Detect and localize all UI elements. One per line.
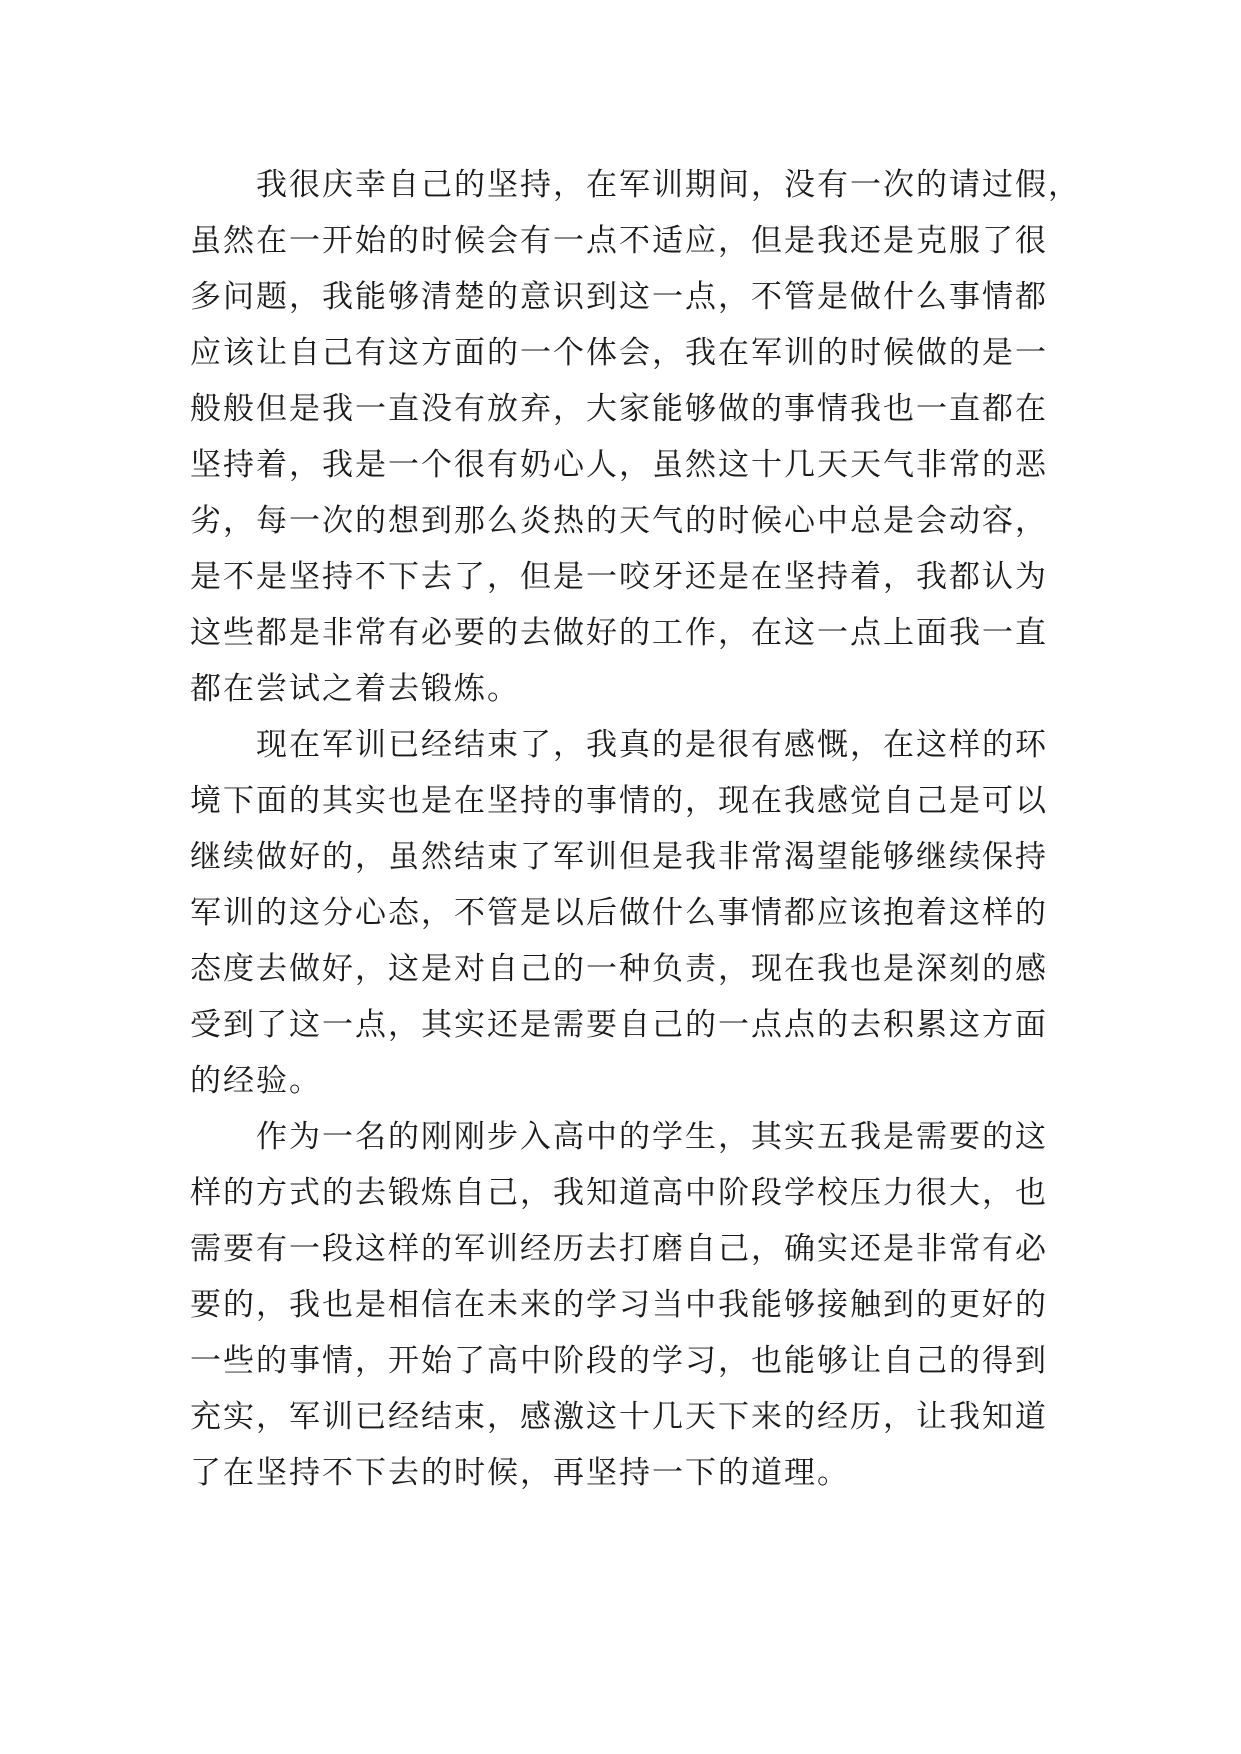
text-line: 这些都是非常有必要的去做好的工作，在这一点上面我一直 — [190, 615, 1048, 651]
text-line: 继续做好的，虽然结束了军训但是我非常渴望能够继续保持 — [190, 839, 1048, 875]
text-line: 一些的事情，开始了高中阶段的学习，也能够让自己的得到 — [190, 1343, 1048, 1379]
paragraph-1 — [190, 157, 1081, 717]
text-line: 是不是坚持不下去了，但是一咬牙还是在坚持着，我都认为 — [190, 559, 1048, 595]
text-line: 样的方式的去锻炼自己，我知道高中阶段学校压力很大，也 — [190, 1175, 1048, 1211]
text-line: 劣，每一次的想到那么炎热的天气的时候心中总是会动容， — [190, 503, 1048, 539]
document-body — [190, 157, 1081, 1501]
text-line: 态度去做好，这是对自己的一种负责，现在我也是深刻的感 — [190, 951, 1048, 987]
text-line: 虽然在一开始的时候会有一点不适应，但是我还是克服了很 — [190, 223, 1048, 259]
text-line: 我很庆幸自己的坚持，在军训期间，没有一次的请过假， — [256, 167, 1081, 203]
text-line: 境下面的其实也是在坚持的事情的，现在我感觉自己是可以 — [190, 783, 1048, 819]
text-line: 现在军训已经结束了，我真的是很有感慨，在这样的环 — [256, 727, 1048, 763]
text-line: 要的，我也是相信在未来的学习当中我能够接触到的更好的 — [190, 1287, 1048, 1323]
paragraph-3 — [190, 1109, 1050, 1501]
paragraph-2 — [190, 717, 1050, 1109]
text-line: 受到了这一点，其实还是需要自己的一点点的去积累这方面 — [190, 1007, 1048, 1043]
text-line: 应该让自己有这方面的一个体会，我在军训的时候做的是一 — [190, 335, 1048, 371]
text-line: 作为一名的刚刚步入高中的学生，其实五我是需要的这 — [256, 1119, 1048, 1155]
text-line: 的经验。 — [190, 1063, 322, 1099]
text-line: 都在尝试之着去锻炼。 — [190, 671, 520, 707]
text-line: 需要有一段这样的军训经历去打磨自己，确实还是非常有必 — [190, 1231, 1048, 1267]
text-line: 了在坚持不下去的时候，再坚持一下的道理。 — [190, 1455, 850, 1491]
text-line: 充实，军训已经结束，感激这十几天下来的经历，让我知道 — [190, 1399, 1048, 1435]
text-line: 坚持着，我是一个很有奶心人，虽然这十几天天气非常的恶 — [190, 447, 1048, 483]
text-line: 多问题，我能够清楚的意识到这一点，不管是做什么事情都 — [190, 279, 1048, 315]
text-line: 般般但是我一直没有放弃，大家能够做的事情我也一直都在 — [190, 391, 1048, 427]
text-line: 军训的这分心态，不管是以后做什么事情都应该抱着这样的 — [190, 895, 1048, 931]
